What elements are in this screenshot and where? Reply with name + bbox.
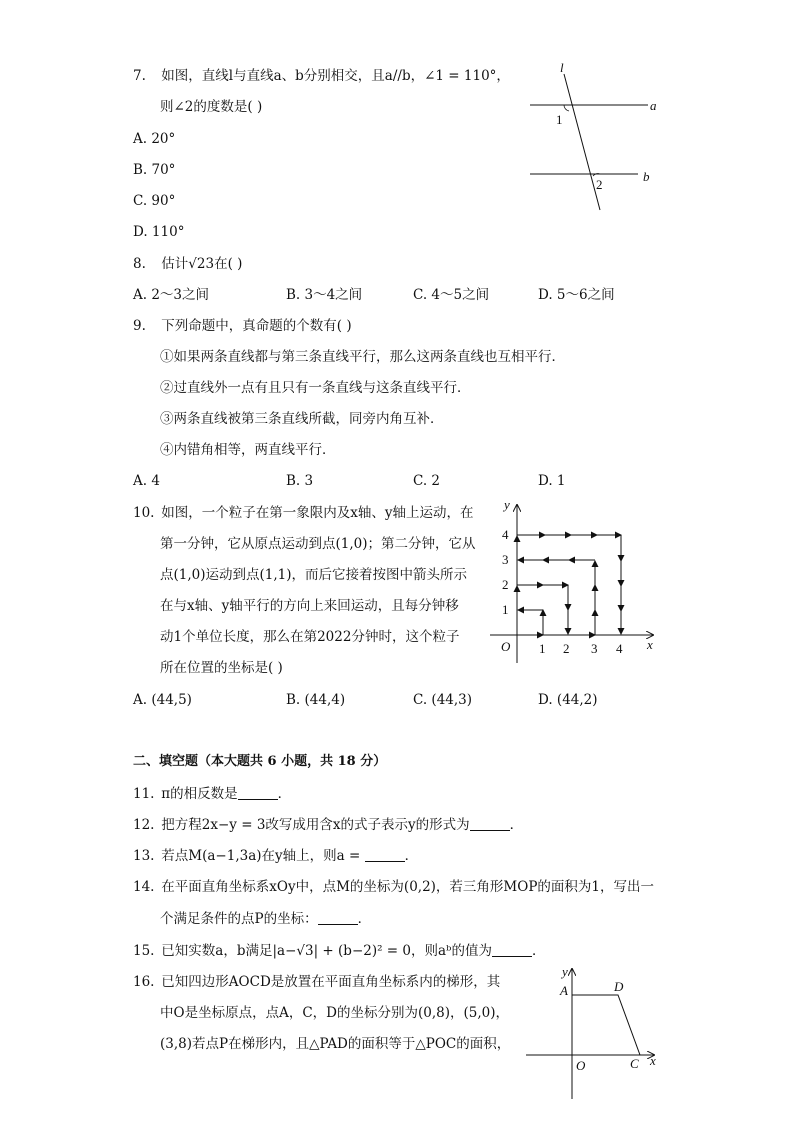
q9-item-3: ③两条直线被第三条直线所截，同旁内角互补． <box>160 411 444 427</box>
x-tick-2: 2 <box>563 641 570 656</box>
q12-number: 12. <box>133 817 155 833</box>
q14-end: ． <box>357 911 372 927</box>
q10-option-b[interactable]: B. (44,4) <box>286 692 346 708</box>
q13-line <box>133 846 418 866</box>
angle-1-arc <box>564 105 569 111</box>
q8-option-c[interactable]: C. 4～5之间 <box>413 287 490 303</box>
q12-answer-blank[interactable] <box>470 816 510 831</box>
q9-stem: 下列命题中，真命题的个数有( ) <box>161 318 352 334</box>
q11-stem: π的相反数是 <box>161 786 238 802</box>
q10-line6: 所在位置的坐标是( ) <box>160 660 283 676</box>
q8-stem: 估计√23在( ) <box>161 256 243 272</box>
q16-figure <box>524 965 664 1105</box>
label-a: a <box>650 98 657 113</box>
q14-number: 14. <box>133 879 155 895</box>
q11-line <box>133 784 291 804</box>
q14-stem-2: 个满足条件的点P的坐标： <box>160 911 318 927</box>
q10-option-d[interactable]: D. (44,2) <box>538 692 598 708</box>
q9-item-2: ②过直线外一点有且只有一条直线与这条直线平行． <box>160 380 471 396</box>
q16-line3: (3,8)若点P在梯形内，且△PAD的面积等于△POC的面积， <box>160 1036 511 1052</box>
q15-answer-blank[interactable] <box>492 942 532 957</box>
y-axis-label: y <box>504 497 510 512</box>
q9-option-d[interactable]: D. 1 <box>538 473 566 489</box>
q10-figure <box>485 495 665 665</box>
q7-option-c[interactable]: C. 90° <box>133 193 176 209</box>
line-l <box>564 74 600 210</box>
label-2: 2 <box>596 177 603 192</box>
q11-answer-blank[interactable] <box>238 785 278 800</box>
q13-answer-blank[interactable] <box>365 847 405 862</box>
q9-option-b[interactable]: B. 3 <box>286 473 314 489</box>
q14-line1 <box>133 877 654 897</box>
label-x: x <box>650 1053 656 1068</box>
q11-number: 11. <box>133 786 155 802</box>
q10-stem-1: 如图，一个粒子在第一象限内及x轴、y轴上运动，在 <box>161 505 474 521</box>
q14-answer-blank[interactable] <box>318 910 358 925</box>
y-tick-3: 3 <box>502 552 509 567</box>
q10-number: 10. <box>133 505 155 521</box>
q9-option-a[interactable]: A. 4 <box>133 473 160 489</box>
q14-stem-1: 在平面直角坐标系xOy中，点M的坐标为(0,2)，若三角形MOP的面积为1，写出一 <box>161 879 654 895</box>
q7-line1 <box>133 66 510 86</box>
q9-number: 9. <box>133 318 146 334</box>
q16-line1 <box>133 972 500 992</box>
q10-line1 <box>133 503 474 523</box>
q10-line2: 第一分钟，它从原点运动到点(1,0)；第二分钟，它从 <box>160 536 476 552</box>
q13-number: 13. <box>133 848 155 864</box>
q7-stem: 如图，直线l与直线a、b分别相交，且a//b，∠1 = 110°， <box>161 68 510 84</box>
q10-line3: 点(1,0)运动到点(1,1)，而后它接着按图中箭头所示 <box>160 567 468 583</box>
y-tick-1: 1 <box>502 602 509 617</box>
q7-option-a[interactable]: A. 20° <box>133 131 176 147</box>
x-tick-3: 3 <box>591 641 598 656</box>
q9-option-c[interactable]: C. 2 <box>413 473 441 489</box>
q10-line4: 在与x轴、y轴平行的方向上来回运动，且每分钟移 <box>160 598 459 614</box>
q8-number: 8. <box>133 256 146 272</box>
label-b: b <box>643 169 650 184</box>
q8-option-d[interactable]: D. 5～6之间 <box>538 287 615 303</box>
y-tick-4: 4 <box>502 527 509 542</box>
label-o: O <box>576 1058 586 1073</box>
q10-option-a[interactable]: A. (44,5) <box>133 692 192 708</box>
q9-line <box>133 316 352 336</box>
q9-item-4: ④内错角相等，两直线平行． <box>160 442 336 458</box>
q10-option-c[interactable]: C. (44,3) <box>413 692 473 708</box>
trapezoid-aocd <box>572 995 640 1055</box>
q15-number: 15. <box>133 943 155 959</box>
q8-line <box>133 254 242 274</box>
x-tick-1: 1 <box>539 641 546 656</box>
x-axis-label: x <box>647 637 653 652</box>
q12-line <box>133 815 523 835</box>
label-d: D <box>614 979 624 994</box>
q7-number: 7. <box>133 68 146 84</box>
q13-end: ． <box>404 848 419 864</box>
q15-line <box>133 941 545 961</box>
q7-option-b[interactable]: B. 70° <box>133 162 176 178</box>
q15-stem: 已知实数a，b满足|a−√3| + (b−2)² = 0，则aᵇ的值为 <box>161 943 492 959</box>
label-a: A <box>560 983 568 998</box>
x-tick-4: 4 <box>616 641 623 656</box>
q14-line2 <box>160 909 371 929</box>
q8-option-b[interactable]: B. 3～4之间 <box>286 287 363 303</box>
q16-line2: 中O是坐标原点，点A，C，D的坐标分别为(0,8)，(5,0)， <box>160 1005 509 1021</box>
origin-label: O <box>501 639 511 654</box>
q7-line2: 则∠2的度数是( ) <box>160 99 263 115</box>
q16-stem-1: 已知四边形AOCD是放置在平面直角坐标系内的梯形，其 <box>161 974 501 990</box>
particle-path <box>517 535 621 635</box>
q15-end: ． <box>531 943 546 959</box>
q12-end: ． <box>509 817 524 833</box>
q16-number: 16. <box>133 974 155 990</box>
q9-item-1: ①如果两条直线都与第三条直线平行，那么这两条直线也互相平行． <box>160 349 565 365</box>
label-l: l <box>560 60 564 75</box>
q8-option-a[interactable]: A. 2～3之间 <box>133 287 210 303</box>
q11-end: ． <box>277 786 292 802</box>
y-tick-2: 2 <box>502 577 509 592</box>
q12-stem: 把方程2x−y = 3改写成用含x的式子表示y的形式为 <box>161 817 470 833</box>
q7-option-d[interactable]: D. 110° <box>133 224 185 240</box>
q7-figure <box>520 58 670 218</box>
label-c: C <box>630 1056 639 1071</box>
label-1: 1 <box>556 112 563 127</box>
q10-line5: 动1个单位长度，那么在第2022分钟时，这个粒子 <box>160 629 460 645</box>
q13-stem: 若点M(a−1,3a)在y轴上，则a = <box>161 848 361 864</box>
section-title: 二、填空题（本大题共 6 小题，共 18 分） <box>133 754 387 769</box>
label-y: y <box>562 964 568 979</box>
